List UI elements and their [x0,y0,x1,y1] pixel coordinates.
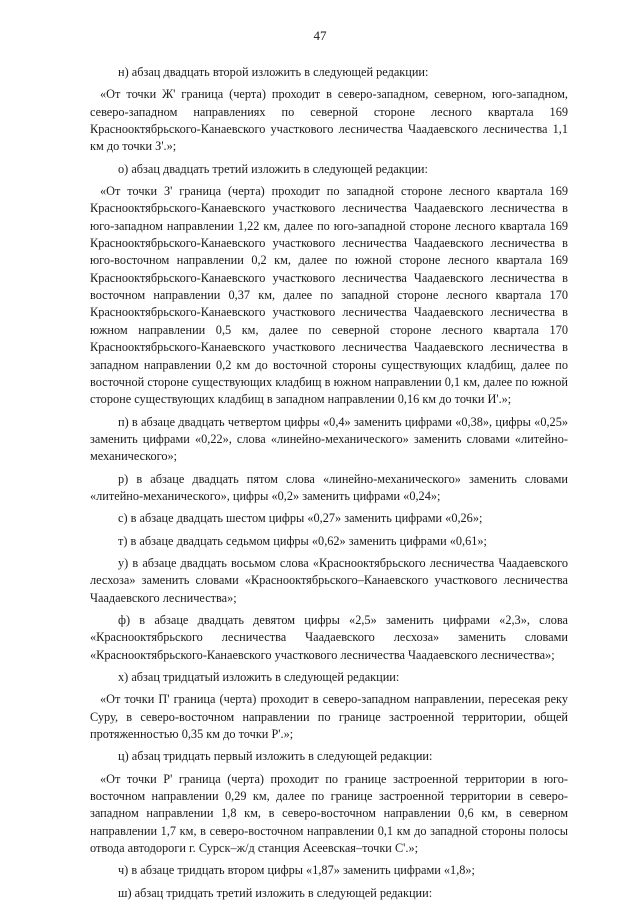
page-number: 47 [313,28,327,43]
paragraph-o-quote: «От точки З' граница (черта) проходит по западной стороне лесного квартала 169 Краснооктябрьского-Канаевского участкового лесничества Чаадаевского лесничества в юго-западном направлении 1,22 км, далее по юго-западной стороне лесного квартала 169 Краснооктябрьского-Канаевского участкового лесничества Чаадаевского лесничества в юго-восточном направлении 0,2 км, далее по южной стороне лесного квартала 169 Краснооктябрьского-Канаевского участкового лесничества Чаадаевского лесничества в восточном направлении 0,37 км, далее по западной стороне лесного квартала 170 Краснооктябрьского-Канаевского участкового лесничества Чаадаевского лесничества в южном направлении 0,5 км, далее по северной стороне лесного квартала 170 Краснооктябрьского-Канаевского участкового лесничества Чаадаевского лесничества в западном направлении 0,2 км до восточной стороны существующих кладбищ, далее по восточной стороне существующих кладбищ в южном направлении 0,1 км, далее по южной стороне существующих кладбищ в западном направлении 0,16 км до точки И'.»; [90,184,568,407]
paragraph-f-instruction: ф) в абзаце двадцать девятом цифры «2,5» заменить цифрами «2,3», слова «Краснооктябрьского лесничества Чаадаевского лесхоза» заменить словами «Краснооктябрьского-Канаевского участкового лесничества Чаадаевского лесничества»; [90,612,568,662]
paragraph-r-instruction: р) в абзаце двадцать пятом слова «линейно-механического» заменить словами «литейно-механического», цифры «0,2» заменить цифрами «0,24»; [90,471,568,503]
paragraph-n-quote: «От точки Ж' граница (черта) проходит в северо-западном, северном, юго-западном, северо-западном направлениях по северной стороне лесного квартала 169 Краснооктябрьского-Канаевского участкового лесничества Чаадаевского лесничества 1,1 км до точки З'.»; [90,87,568,154]
paragraph-ts-quote: «От точки Р' граница (черта) проходит по границе застроенной территории в юго-восточном направлении 0,29 км, далее по границе застроенной территории в северо-западном направлении 1,8 км, в северо-восточном направлении 0,6 км, в северном направлении 1,7 км, в северо-восточном направлении 0,1 км до западной стороны полосы отвода автодороги г. Сурск–ж/д станция Асеевская–точки С'.»; [90,771,568,856]
paragraph-sh-instruction: ш) абзац тридцать третий изложить в следующей редакции: [118,885,433,900]
paragraph-t-instruction: т) в абзаце двадцать седьмом цифры «0,62» заменить цифрами «0,61»; [118,533,487,548]
paragraph-u-instruction: у) в абзаце двадцать восьмом слова «Краснооктябрьского лесничества Чаадаевского лесхоза» заменить словами «Краснооктябрьского–Канаевского участкового лесничества Чаадаевского лесничества»; [90,555,568,605]
paragraph-ch-instruction: ч) в абзаце тридцать втором цифры «1,87» заменить цифрами «1,8»; [118,863,475,878]
paragraph-kh-instruction: х) абзац тридцатый изложить в следующей редакции: [118,670,400,684]
paragraph-o-instruction: о) абзац двадцать третий изложить в следующей редакции: [118,161,428,176]
paragraph-s-instruction: с) в абзаце двадцать шестом цифры «0,27» заменить цифрами «0,26»; [118,511,483,526]
paragraph-kh-quote: «От точки П' граница (черта) проходит в северо-западном направлении, пересекая реку Суру, в северо-восточном направлении по границе застроенной территории, общей протяженностью 0,35 км до точки Р'.»; [90,692,568,742]
paragraph-ts-instruction: ц) абзац тридцать первый изложить в следующей редакции: [118,749,433,764]
paragraph-n-instruction: н) абзац двадцать второй изложить в следующей редакции: [118,65,429,79]
document-body [90,64,568,907]
paragraph-p-instruction: п) в абзаце двадцать четвертом цифры «0,4» заменить цифрами «0,38», цифры «0,25» заменить цифрами «0,22», слова «линейно-механического» заменить словами «литейно-механического»; [90,414,568,464]
